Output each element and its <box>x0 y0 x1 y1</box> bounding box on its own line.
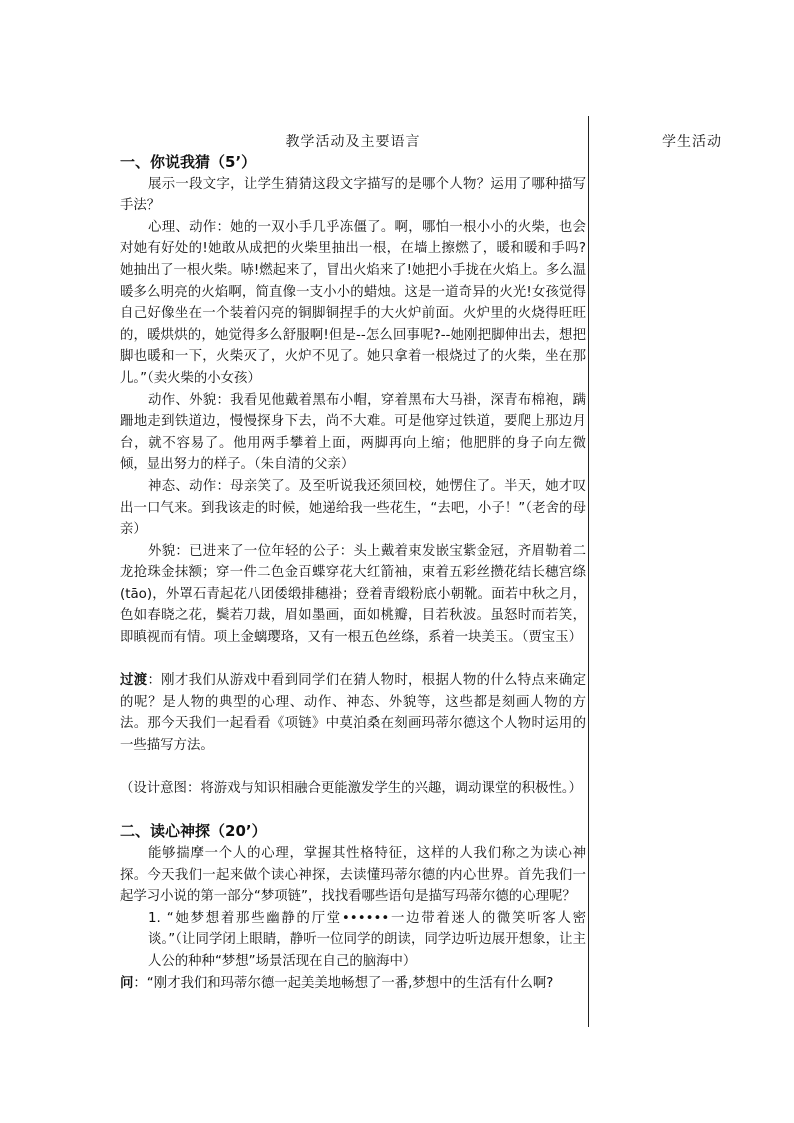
spacer <box>120 800 586 822</box>
question-paragraph <box>120 973 586 995</box>
section2-item-1: 1. “她梦想着那些幽静的厅堂••••••一边带着迷人的微笑听客人密谈。”（让同学闭上眼睛，静听一位同学的朗读，同学边听边展开想象，让主人公的种种“梦想”场景活现在自己的脑海中） <box>148 910 586 969</box>
transition-text: ：刚才我们从游戏中看到同学们在猜人物时，根据人物的什么特点来确定的呢？是人物的典型的心理、动作、神态、外貌等，这些都是刻画人物的方法。那今天我们一起看看《项链》中莫泊桑在刻画玛蒂尔德这个人物时运用的一些描写方法。 <box>120 673 587 754</box>
spacer <box>120 757 586 779</box>
question-text: ：“刚才我们和玛蒂尔德一起美美地畅想了一番,梦想中的生活有什么啊? <box>133 975 554 991</box>
section1-title: 一、你说我猜（5’） <box>120 153 257 171</box>
excerpt-jia-baoyu: 外貌：已进来了一位年轻的公子：头上戴着束发嵌宝紫金冠，齐眉勒着二龙抢珠金抹额；穿一件二色金百蝶穿花大红箭袖，束着五彩丝攒花结长穗宫绦(tāo)，外罩石青起花八团倭缎排穗褂；登着青缎粉底小朝靴。面若中秋之月，色如春晓之花，鬓若刀裁，眉如墨画，面如桃瓣，目若秋波。虽怒时而若笑，即瞋视而有情。项上金螭璎珞，又有一根五色丝绦，系着一块美玉。（贾宝玉） <box>120 543 586 646</box>
column-divider <box>588 116 589 1027</box>
spacer <box>120 649 586 671</box>
transition-paragraph <box>120 670 586 756</box>
excerpt-mother: 神态、动作：母亲笑了。及至听说我还须回校，她愣住了。半天，她才叹出一口气来。到我该走的时候，她递给我一些花生，“去吧，小子！”（老舍的母亲） <box>120 478 587 538</box>
excerpt-father: 动作、外貌：我看见他戴着黑布小帽，穿着黑布大马褂，深青布棉袍，蹒跚地走到铁道边，慢慢探身下去，尚不大难。可是他穿过铁道，要爬上那边月台，就不容易了。他用两手攀着上面，两脚再向上缩；他肥胖的身子向左微倾，显出努力的样子。（朱自清的父亲） <box>120 392 586 473</box>
main-content <box>120 152 586 994</box>
header-teaching-activities: 教学活动及主要语言 <box>285 134 421 150</box>
header-student-activities: 学生活动 <box>662 134 722 150</box>
section2-title: 二、读心神探（20’） <box>120 822 267 841</box>
design-note: （设计意图：将游戏与知识相融合更能激发学生的兴趣，调动课堂的积极性。） <box>120 781 582 797</box>
excerpt-match-girl: 心理、动作：她的一双小手几乎冻僵了。啊，哪怕一根小小的火柴，也会对她有好处的!她敢从成把的火柴里抽出一根，在墙上擦燃了，暖和暖和手吗?她抽出了一根火柴。哧!燃起来了，冒出火焰来了!她把小手拢在火焰上。多么温暖多么明亮的火焰啊，简直像一支小小的蜡烛。这是一道奇异的火光!女孩觉得自己好像坐在一个装着闪亮的铜脚铜捏手的大火炉前面。火炉里的火烧得旺旺的，暖烘烘的，她觉得多么舒服啊!但是--怎么回事呢?--她刚把脚伸出去，想把脚也暖和一下，火柴灭了，火炉不见了。她只拿着一根烧过了的火柴，坐在那儿。”（卖火柴的小女孩） <box>120 219 587 386</box>
question-label: 问 <box>120 975 134 991</box>
section2-intro: 能够揣摩一个人的心理，掌握其性格特征，这样的人我们称之为读心神探。今天我们一起来做个读心神探，去读懂玛蒂尔德的内心世界。首先我们一起学习小说的第一部分“梦项链”，找找看哪些语句是描写玛蒂尔德的心理呢？ <box>120 846 586 905</box>
section1-intro: 展示一段文字，让学生猜猜这段文字描写的是哪个人物？运用了哪种描写手法？ <box>120 176 586 214</box>
transition-label: 过渡 <box>120 673 148 689</box>
